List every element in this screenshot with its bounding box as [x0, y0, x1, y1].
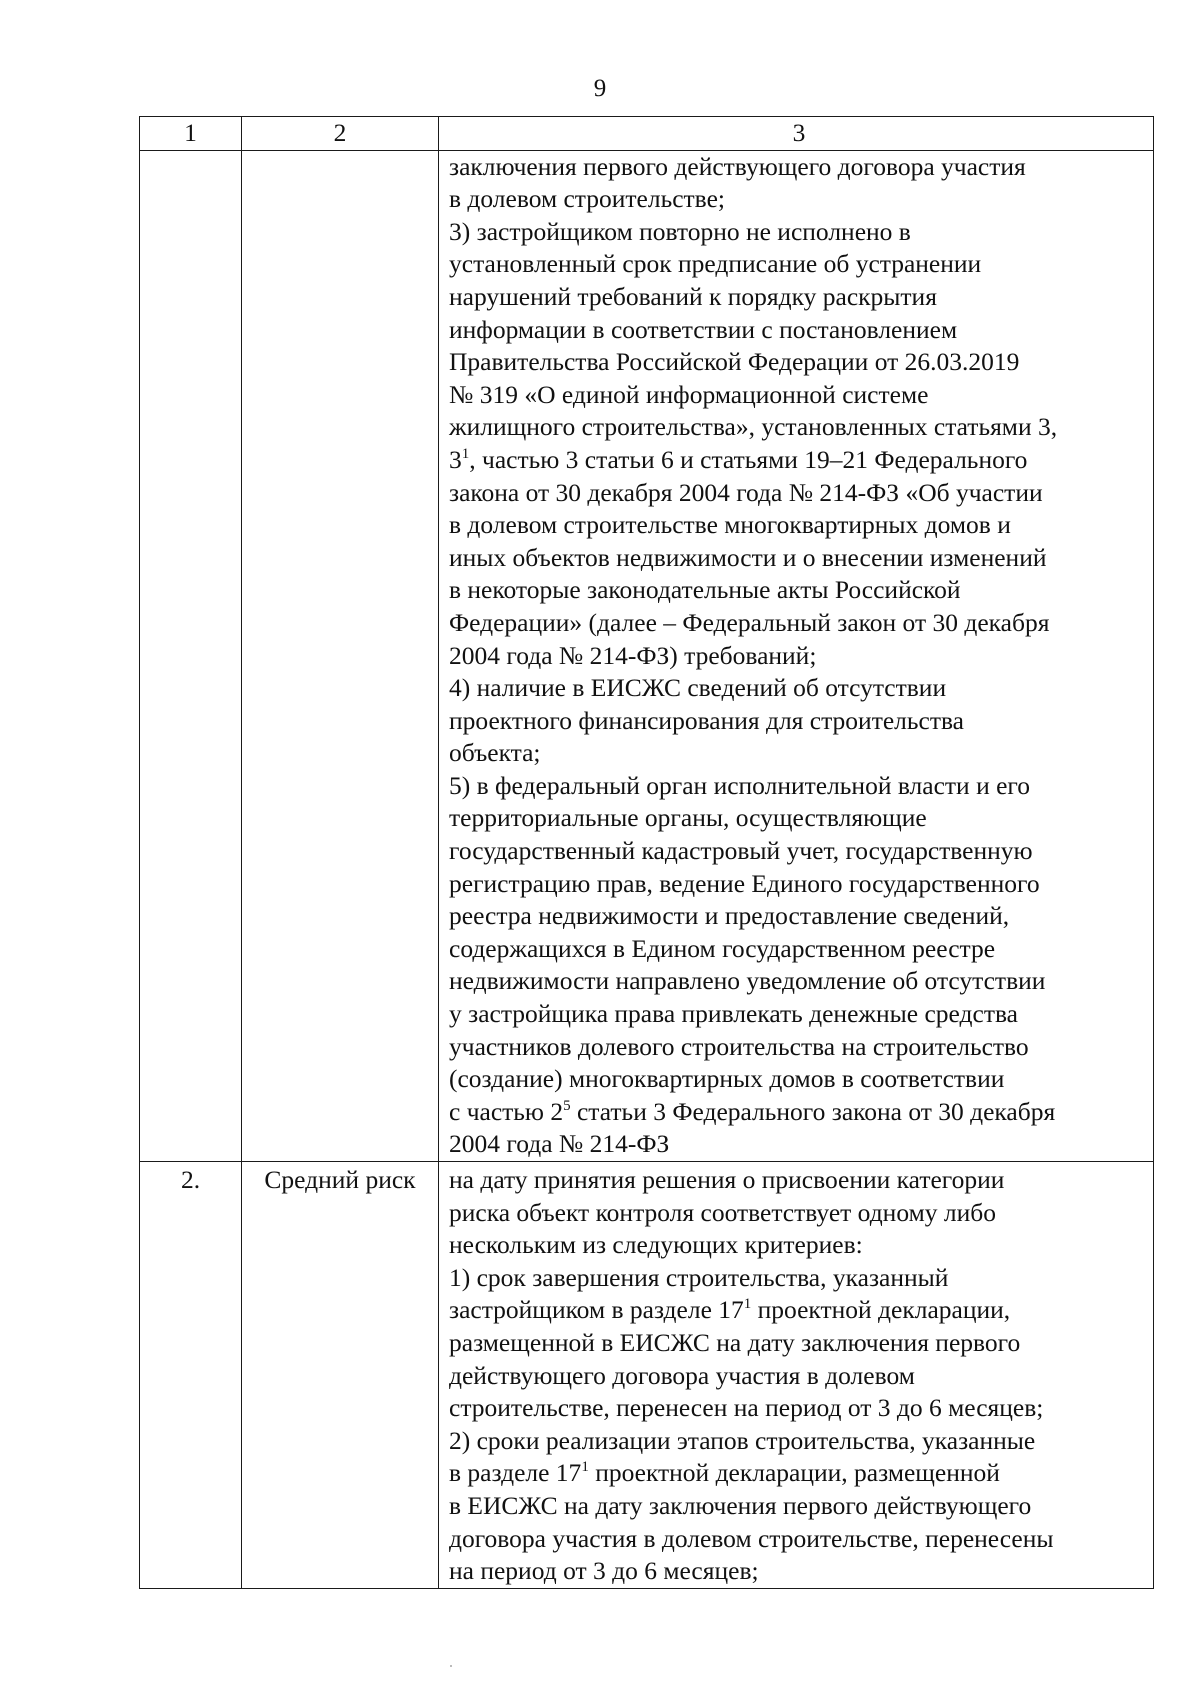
scan-speck [450, 1665, 452, 1667]
text-line: (создание) многоквартирных домов в соответствии [449, 1064, 1005, 1094]
text-line: строительстве, перенесен на период от 3 до 6 месяцев; [449, 1393, 1044, 1423]
text-line: в долевом строительстве многоквартирных домов и [449, 510, 1011, 540]
text-line [449, 1096, 1149, 1129]
text-fragment: статьи 3 Федерального закона от 30 декабря [570, 1096, 1056, 1126]
text-line: содержащихся в Едином государственном реестре [449, 933, 996, 963]
text-line: нарушений требований к порядку раскрытия [449, 281, 937, 311]
text-line: Правительства Российской Федерации от 26.03.2019 [449, 347, 1020, 377]
text-line: иных объектов недвижимости и о внесении изменений [449, 542, 1047, 572]
text-fragment: застройщиком в разделе 17 [449, 1295, 744, 1325]
text-line: в долевом строительстве; [449, 184, 725, 214]
text-line: на дату принятия решения о присвоении категории [449, 1165, 1005, 1194]
table-header-row [140, 117, 1154, 151]
text-fragment: с частью 2 [449, 1096, 564, 1126]
text-line: государственный кадастровый учет, государственную [449, 836, 1033, 866]
text-line: риска объект контроля соответствует одному либо [449, 1197, 996, 1227]
text-line [449, 1457, 1149, 1490]
text-line: у застройщика права привлекать денежные средства [449, 999, 1018, 1029]
superscript-index: 5 [563, 1097, 571, 1114]
table-row [140, 150, 1154, 1161]
text-fragment: 3 [449, 444, 462, 474]
text-line: на период от 3 до 6 месяцев; [449, 1556, 759, 1586]
text-line: нескольким из следующих критериев: [449, 1230, 863, 1260]
row-number-cell [140, 150, 242, 1161]
text-line: Федерации» (далее – Федеральный закон от 30 декабря [449, 607, 1050, 637]
row-number-cell: 2. [140, 1162, 242, 1589]
text-line: размещенной в ЕИСЖС на дату заключения первого [449, 1327, 1021, 1357]
risk-criteria-table [139, 116, 1154, 1589]
text-line: информации в соответствии с постановлением [449, 314, 958, 344]
text-line: 5) в федеральный орган исполнительной власти и его [449, 770, 1030, 800]
column-header-1: 1 [140, 117, 242, 151]
text-line: действующего договора участия в долевом [449, 1360, 915, 1390]
text-line: договора участия в долевом строительстве, перенесены [449, 1523, 1054, 1553]
text-fragment: проектной декларации, размещенной [588, 1458, 1000, 1488]
text-line: 2004 года № 214-ФЗ) требований; [449, 640, 817, 670]
text-line: территориальные органы, осуществляющие [449, 803, 927, 833]
text-line: 2) сроки реализации этапов строительства, указанные [449, 1425, 1036, 1455]
text-line: установленный срок предписание об устранении [449, 249, 982, 279]
text-line: закона от 30 декабря 2004 года № 214-ФЗ «Об участии [449, 477, 1043, 507]
text-line [449, 1294, 1149, 1327]
text-line: 1) срок завершения строительства, указанный [449, 1262, 949, 1292]
criteria-text-cell [439, 150, 1154, 1161]
criteria-text-cell [439, 1162, 1154, 1589]
text-line: реестра недвижимости и предоставление сведений, [449, 901, 1010, 931]
superscript-index: 1 [461, 445, 470, 462]
text-line: заключения первого действующего договора участия [449, 151, 1026, 181]
text-fragment: проектной декларации, [751, 1295, 1011, 1325]
text-line: 4) наличие в ЕИСЖС сведений об отсутствии [449, 673, 947, 703]
text-line: № 319 «О единой информационной системе [449, 379, 929, 409]
text-line: в некоторые законодательные акты Российской [449, 575, 961, 605]
text-fragment: , частью 3 статьи 6 и статьями 19–21 Федерального [469, 444, 1028, 474]
text-line: 3) застройщиком повторно не исполнено в [449, 216, 911, 246]
text-line: 2004 года № 214-ФЗ [449, 1129, 670, 1159]
superscript-index: 1 [581, 1459, 589, 1476]
text-line: в ЕИСЖС на дату заключения первого действующего [449, 1490, 1032, 1520]
text-line [449, 444, 1149, 477]
table-row [140, 1162, 1154, 1589]
column-header-3: 3 [439, 117, 1154, 151]
text-line: жилищного строительства», установленных статьями 3, [449, 412, 1058, 442]
text-line: участников долевого строительства на строительство [449, 1031, 1029, 1061]
text-line: проектного финансирования для строительства [449, 705, 965, 735]
text-line: недвижимости направлено уведомление об отсутствии [449, 966, 1046, 996]
text-line: объекта; [449, 738, 541, 768]
column-header-2: 2 [242, 117, 439, 151]
risk-category-cell [242, 150, 439, 1161]
risk-category-cell: Средний риск [242, 1162, 439, 1589]
superscript-index: 1 [743, 1296, 752, 1313]
page-number: 9 [593, 75, 607, 102]
text-line: регистрацию прав, ведение Единого государственного [449, 868, 1040, 898]
text-fragment: в разделе 17 [449, 1458, 582, 1488]
